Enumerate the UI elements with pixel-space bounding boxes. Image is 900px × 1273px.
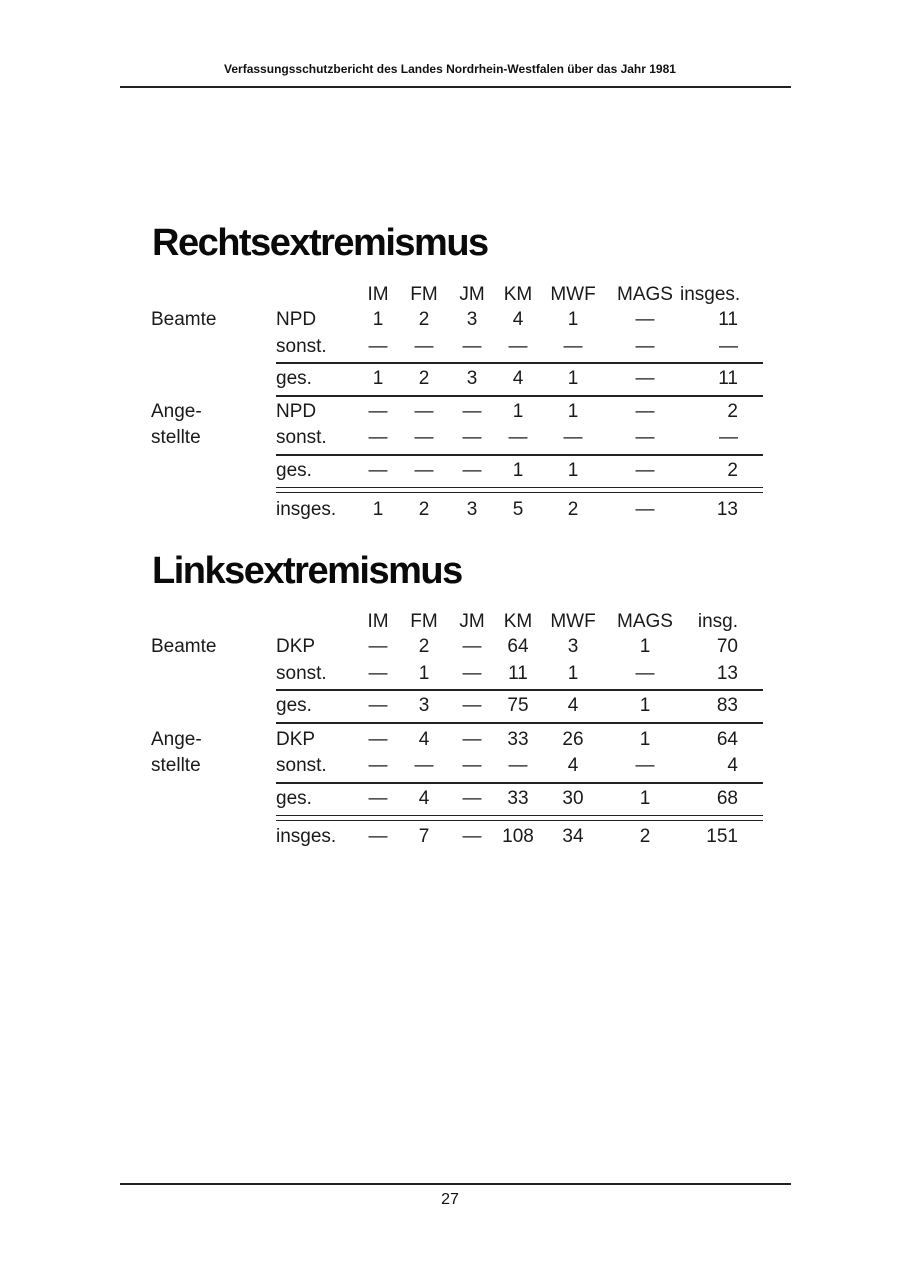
cell-value: 33	[507, 729, 529, 750]
row-label: DKP	[276, 729, 316, 750]
column-header: FM	[410, 611, 438, 632]
cell-value: 2	[418, 309, 430, 330]
cell-value: —	[368, 636, 388, 657]
table-row	[0, 368, 900, 394]
cell-value: —	[414, 401, 434, 422]
footer-rule	[120, 1183, 791, 1185]
table-rule	[276, 487, 763, 488]
cell-value: 30	[562, 788, 584, 809]
cell-value: —	[462, 826, 482, 847]
cell-value: 1	[567, 309, 579, 330]
cell-value: —	[635, 427, 655, 448]
cell-value: 3	[466, 309, 478, 330]
cell-value: 64	[716, 729, 738, 750]
table-row	[0, 729, 900, 755]
column-header: MAGS	[617, 611, 673, 632]
cell-value: 108	[502, 826, 534, 847]
cell-value: 34	[562, 826, 584, 847]
column-header: KM	[503, 611, 533, 632]
table-row	[0, 695, 900, 721]
table-header-row	[0, 284, 900, 310]
cell-value: —	[462, 729, 482, 750]
cell-value: —	[563, 427, 583, 448]
table-row	[0, 499, 900, 525]
row-label: NPD	[276, 401, 317, 422]
table-row	[0, 427, 900, 453]
table-row	[0, 826, 900, 852]
cell-value: 1	[372, 368, 384, 389]
cell-value: 13	[716, 499, 738, 520]
column-header: MAGS	[617, 284, 673, 305]
group-label: stellte	[151, 755, 201, 776]
row-label: ges.	[276, 460, 312, 481]
table-row	[0, 755, 900, 781]
group-label: Beamte	[151, 636, 217, 657]
cell-value: —	[635, 755, 655, 776]
column-header: MWF	[550, 611, 596, 632]
cell-value: 1	[512, 401, 524, 422]
cell-value: 2	[727, 460, 738, 481]
cell-value: —	[368, 401, 388, 422]
group-label: Ange-	[151, 729, 202, 750]
cell-value: —	[635, 460, 655, 481]
row-label: ges.	[276, 788, 312, 809]
table-rule	[276, 689, 763, 691]
cell-value: —	[508, 427, 528, 448]
cell-value: 70	[716, 636, 738, 657]
column-header: FM	[410, 284, 438, 305]
cell-value: —	[635, 336, 655, 357]
cell-value: 1	[512, 460, 524, 481]
cell-value: —	[462, 427, 482, 448]
group-label: Ange-	[151, 401, 202, 422]
cell-value: 151	[706, 826, 738, 847]
table-row	[0, 336, 900, 362]
cell-value: 1	[639, 636, 651, 657]
row-label: sonst.	[276, 336, 327, 357]
cell-value: —	[462, 755, 482, 776]
cell-value: —	[719, 427, 738, 448]
row-label: ges.	[276, 695, 312, 716]
group-label: Beamte	[151, 309, 217, 330]
table-row	[0, 636, 900, 662]
cell-value: 3	[418, 695, 430, 716]
cell-value: 2	[418, 368, 430, 389]
cell-value: 68	[716, 788, 738, 809]
cell-value: 3	[466, 499, 478, 520]
cell-value: 11	[718, 309, 738, 330]
cell-value: 4	[512, 368, 524, 389]
column-header: insg.	[697, 611, 738, 632]
page-number: 27	[441, 1191, 459, 1208]
cell-value: —	[414, 755, 434, 776]
table-rule	[276, 454, 763, 456]
table-rule	[276, 820, 763, 821]
column-header: insges.	[680, 284, 741, 305]
cell-value: —	[462, 663, 482, 684]
row-label: insges.	[276, 826, 337, 847]
table-rule	[276, 815, 763, 816]
cell-value: 5	[512, 499, 524, 520]
cell-value: 3	[466, 368, 478, 389]
cell-value: 4	[418, 729, 430, 750]
table-rule	[276, 362, 763, 364]
row-label: sonst.	[276, 755, 327, 776]
column-header: IM	[367, 611, 389, 632]
page-header: Verfassungsschutzbericht des Landes Nordrhein-Westfalen über das Jahr 1981	[224, 62, 676, 76]
cell-value: —	[462, 788, 482, 809]
cell-value: 2	[639, 826, 651, 847]
cell-value: —	[563, 336, 583, 357]
cell-value: —	[508, 755, 528, 776]
column-header: IM	[367, 284, 389, 305]
section-title-rechtsextremismus: Rechtsextremismus	[152, 222, 488, 264]
cell-value: 4	[567, 695, 579, 716]
table-rule	[276, 722, 763, 724]
cell-value: —	[508, 336, 528, 357]
cell-value: —	[719, 336, 738, 357]
cell-value: 7	[418, 826, 430, 847]
cell-value: —	[635, 309, 655, 330]
cell-value: 2	[727, 401, 738, 422]
cell-value: 1	[372, 309, 384, 330]
cell-value: —	[414, 336, 434, 357]
cell-value: 11	[508, 663, 528, 684]
cell-value: —	[368, 460, 388, 481]
cell-value: 1	[372, 499, 384, 520]
cell-value: 1	[639, 695, 651, 716]
cell-value: —	[635, 499, 655, 520]
cell-value: —	[368, 695, 388, 716]
cell-value: 1	[567, 460, 579, 481]
cell-value: —	[368, 663, 388, 684]
table-row	[0, 663, 900, 689]
table-rule	[276, 492, 763, 493]
cell-value: —	[368, 427, 388, 448]
header-rule	[120, 86, 791, 88]
column-header: MWF	[550, 284, 596, 305]
cell-value: —	[368, 336, 388, 357]
cell-value: —	[368, 729, 388, 750]
cell-value: —	[414, 427, 434, 448]
cell-value: 1	[567, 663, 579, 684]
cell-value: —	[462, 460, 482, 481]
row-label: DKP	[276, 636, 316, 657]
cell-value: 1	[639, 729, 651, 750]
group-label: stellte	[151, 427, 201, 448]
cell-value: 1	[567, 401, 579, 422]
cell-value: —	[368, 755, 388, 776]
cell-value: —	[462, 336, 482, 357]
table-row	[0, 460, 900, 486]
cell-value: 13	[716, 663, 738, 684]
cell-value: 2	[418, 499, 430, 520]
cell-value: —	[635, 663, 655, 684]
column-header: KM	[503, 284, 533, 305]
cell-value: —	[635, 368, 655, 389]
table-row	[0, 401, 900, 427]
section-title-linksextremismus: Linksextremismus	[152, 550, 462, 592]
cell-value: —	[368, 826, 388, 847]
row-label: ges.	[276, 368, 312, 389]
column-header: JM	[459, 611, 485, 632]
cell-value: 83	[716, 695, 738, 716]
row-label: NPD	[276, 309, 317, 330]
table-header-row	[0, 611, 900, 637]
cell-value: —	[462, 695, 482, 716]
table-row	[0, 788, 900, 814]
cell-value: 2	[418, 636, 430, 657]
cell-value: 1	[567, 368, 579, 389]
cell-value: 1	[418, 663, 430, 684]
cell-value: 75	[507, 695, 529, 716]
cell-value: 3	[567, 636, 579, 657]
table-rule	[276, 395, 763, 397]
row-label: insges.	[276, 499, 337, 520]
cell-value: 1	[639, 788, 651, 809]
cell-value: 64	[507, 636, 529, 657]
row-label: sonst.	[276, 427, 327, 448]
cell-value: 4	[418, 788, 430, 809]
cell-value: 4	[727, 755, 738, 776]
cell-value: —	[462, 401, 482, 422]
cell-value: 26	[562, 729, 584, 750]
cell-value: 2	[567, 499, 579, 520]
cell-value: —	[414, 460, 434, 481]
cell-value: 4	[512, 309, 524, 330]
table-row	[0, 309, 900, 335]
row-label: sonst.	[276, 663, 327, 684]
cell-value: —	[368, 788, 388, 809]
cell-value: 11	[718, 368, 738, 389]
cell-value: 4	[567, 755, 579, 776]
cell-value: —	[635, 401, 655, 422]
cell-value: —	[462, 636, 482, 657]
table-rule	[276, 782, 763, 784]
column-header: JM	[459, 284, 485, 305]
cell-value: 33	[507, 788, 529, 809]
